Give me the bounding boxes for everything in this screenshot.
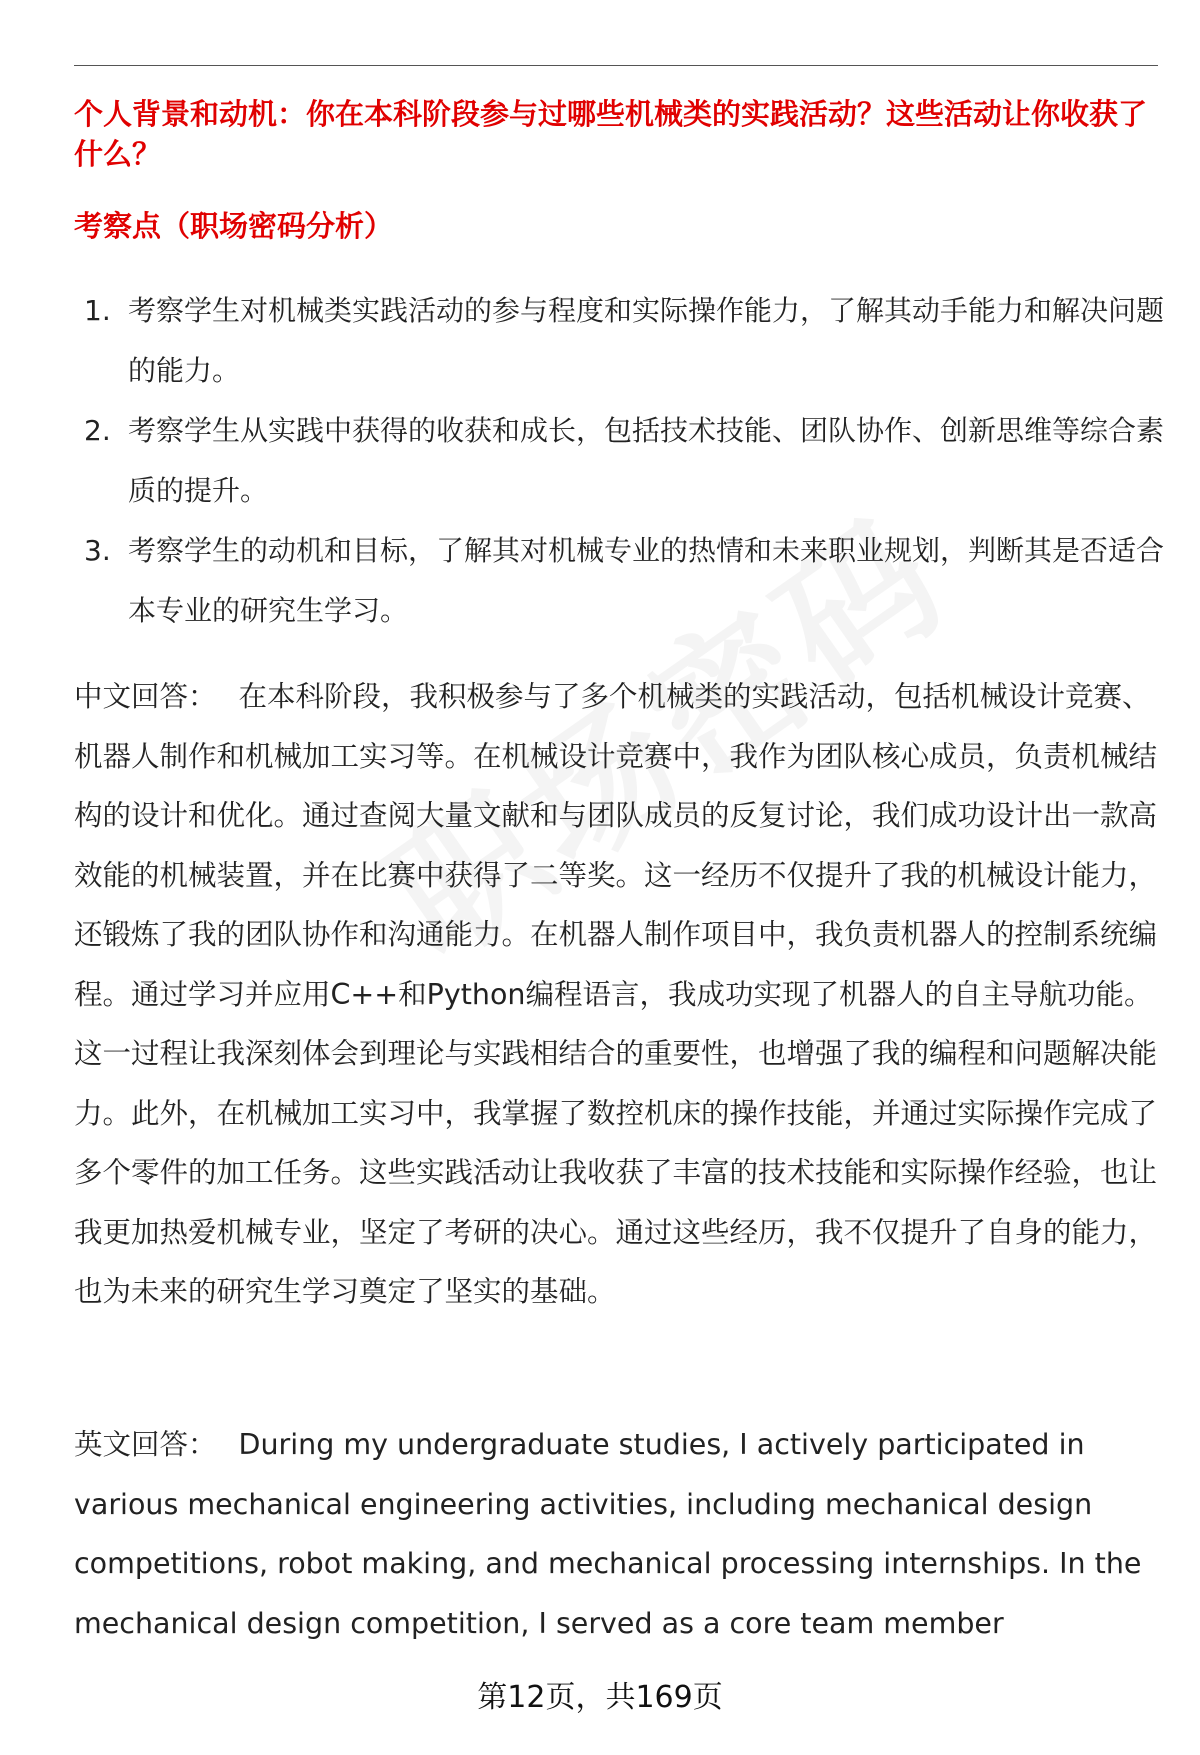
chinese-answer-text: 在本科阶段，我积极参与了多个机械类的实践活动，包括机械设计竞赛、机器人制作和机械加工实习等。在机械设计竞赛中，我作为团队核心成员，负责机械结构的设计和优化。通过查阅大量文献和与团队成员的反复讨论，我们成功设计出一款高效能的机械装置，并在比赛中获得了二等奖。这一经历不仅提升了我的机械设计能力，还锻炼了我的团队协作和沟通能力。在机器人制作项目中，我负责机器人的控制系统编程。通过学习并应用C++和Python编程语言，我成功实现了机器人的自主导航功能。这一过程让我深刻体会到理论与实践相结合的重要性，也增强了我的编程和问题解决能力。此外，在机械加工实习中，我掌握了数控机床的操作技能，并通过实际操作完成了多个零件的加工任务。这些实践活动让我收获了丰富的技术技能和实际操作经验，也让我更加热爱机械专业，坚定了考研的决心。通过这些经历，我不仅提升了自身的能力，也为未来的研究生学习奠定了坚实的基础。 [74, 680, 1158, 1308]
point-number: 1. [84, 294, 111, 327]
point-number: 3. [84, 534, 111, 567]
page-number-footer: 第12页，共169页 [477, 1680, 723, 1715]
assessment-point [74, 521, 1164, 641]
question-heading: 个人背景和动机：你在本科阶段参与过哪些机械类的实践活动？这些活动让你收获了什么？ [74, 97, 1148, 171]
point-text: 考察学生从实践中获得的收获和成长，包括技术技能、团队协作、创新思维等综合素质的提升。 [128, 414, 1165, 507]
assessment-point [74, 401, 1164, 521]
assessment-points-title: 考察点（职场密码分析） [74, 209, 394, 243]
header-divider [74, 65, 1158, 66]
chinese-answer-label: 中文回答： [74, 680, 217, 713]
point-text: 考察学生对机械类实践活动的参与程度和实际操作能力，了解其动手能力和解决问题的能力。 [128, 294, 1165, 387]
assessment-point [74, 281, 1164, 401]
english-answer [74, 1415, 1164, 1653]
chinese-answer [74, 667, 1164, 1322]
point-number: 2. [84, 414, 111, 447]
assessment-points-list [74, 281, 1164, 641]
point-text: 考察学生的动机和目标，了解其对机械专业的热情和未来职业规划，判断其是否适合本专业的研究生学习。 [128, 534, 1165, 627]
english-answer-text: During my undergraduate studies, I actively participated in various mechanical engineering activities, including mechanical design competitions, robot making, and mechanical processing internships. In the mechanical design competition, I served as a core team member [74, 1428, 1142, 1640]
english-answer-label: 英文回答： [74, 1428, 217, 1461]
